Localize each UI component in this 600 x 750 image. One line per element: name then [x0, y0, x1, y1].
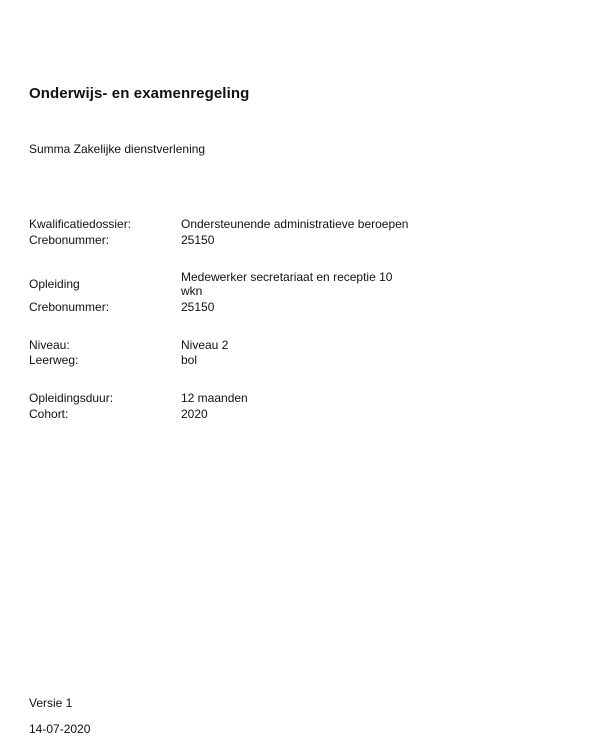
document-subtitle: Summa Zakelijke dienstverlening — [29, 142, 206, 156]
detail-value: 2020 — [181, 407, 208, 421]
detail-row-crebonummer-opleiding — [29, 300, 449, 314]
document-version: Versie 1 — [29, 696, 73, 710]
detail-label: Opleiding — [29, 277, 80, 291]
detail-row-crebonummer — [29, 233, 449, 247]
detail-row-leerweg — [29, 353, 449, 367]
detail-label: Kwalificatiedossier: — [29, 217, 132, 231]
detail-value: 12 maanden — [181, 391, 248, 405]
document-title: Onderwijs- en examenregeling — [29, 85, 250, 102]
detail-label: Niveau: — [29, 338, 70, 352]
detail-label: Crebonummer: — [29, 300, 110, 314]
detail-value: 25150 — [181, 300, 215, 314]
detail-value: bol — [181, 353, 198, 367]
detail-label: Cohort: — [29, 407, 69, 421]
detail-value: Ondersteunende administratieve beroepen — [181, 217, 409, 231]
detail-row-niveau — [29, 338, 449, 352]
detail-label: Leerweg: — [29, 353, 79, 367]
detail-row-opleidingsduur — [29, 391, 449, 405]
detail-row-opleiding — [29, 270, 449, 298]
detail-label: Opleidingsduur: — [29, 391, 114, 405]
detail-row-kwalificatiedossier — [29, 217, 449, 231]
detail-value: 25150 — [181, 233, 215, 247]
detail-label: Crebonummer: — [29, 233, 110, 247]
detail-value: Medewerker secretariaat en receptie 10 wkn — [181, 270, 393, 298]
detail-value: Niveau 2 — [181, 338, 229, 352]
document-date: 14-07-2020 — [29, 722, 91, 736]
detail-row-cohort — [29, 407, 449, 421]
